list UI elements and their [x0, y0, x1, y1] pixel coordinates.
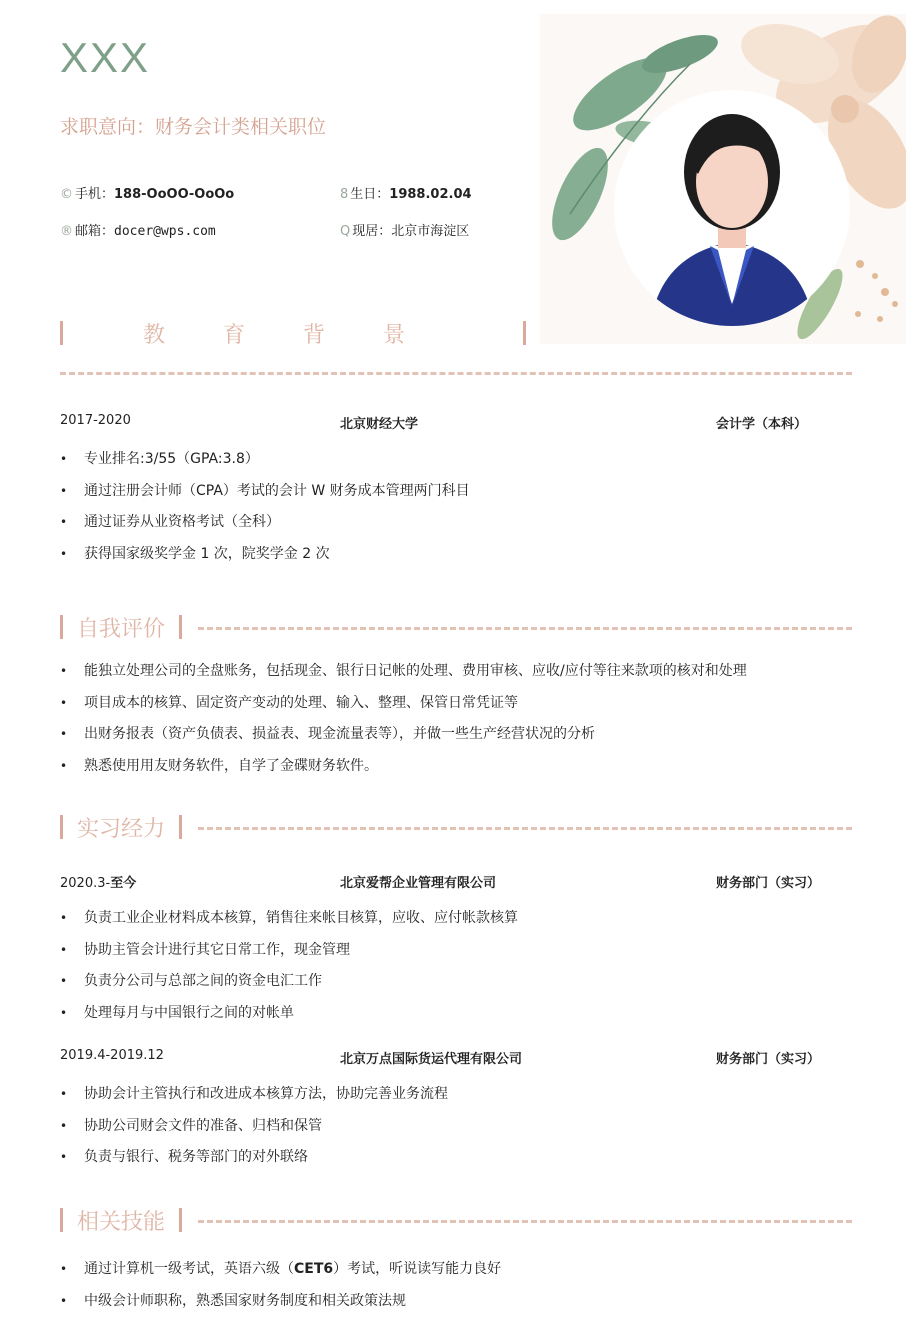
candidate-name: XXX — [60, 34, 151, 81]
email-value: docer@wps.com — [114, 224, 216, 239]
skill-text: 中级会计师职称，熟悉国家财务制度和相关政策法规 — [84, 1292, 406, 1309]
profile-photo — [540, 14, 906, 344]
birthday-icon: 8 — [340, 187, 349, 202]
skills-heading — [60, 1205, 182, 1235]
skills-title: 相关技能 — [77, 1209, 166, 1235]
list-item: • 熟悉使用用友财务软件，自学了金碟财务软件。 — [60, 751, 860, 783]
internship-heading — [60, 812, 182, 842]
education-title: 教育背景 — [143, 322, 464, 348]
self-eval-heading — [60, 612, 182, 642]
email-label: 邮箱： — [75, 224, 115, 239]
skill-text-end: ）考试，听说读写能力良好 — [333, 1261, 502, 1277]
list-item: • 负责工业企业材料成本核算，销售往来帐目核算，应收、应付帐款核算 — [60, 903, 860, 935]
education-divider — [60, 372, 852, 375]
self-eval-divider — [198, 627, 852, 630]
email-icon: ® — [60, 224, 73, 239]
list-item — [60, 1254, 860, 1286]
address-value: 北京市海淀区 — [391, 224, 470, 239]
list-item: • 负责与银行、税务等部门的对外联络 — [60, 1142, 860, 1174]
job-2-list — [60, 1079, 860, 1174]
list-item: • 协助主管会计进行其它日常工作，现金管理 — [60, 935, 860, 967]
education-period: 2017-2020 — [60, 413, 131, 428]
list-item: • 项目成本的核算、固定资产变动的处理、输入、整理、保管日常凭证等 — [60, 688, 860, 720]
list-item: • 负责分公司与总部之间的资金电汇工作 — [60, 966, 860, 998]
education-heading — [60, 318, 526, 348]
contact-birth — [340, 183, 472, 202]
list-item: • 获得国家级奖学金 1 次，院奖学金 2 次 — [60, 539, 860, 571]
list-item: • 能独立处理公司的全盘账务，包括现金、银行日记帐的处理、费用审核、应收/应付等往来款项的核对和处理 — [60, 656, 860, 688]
job-dept: 财务部门（实习） — [716, 1052, 821, 1067]
list-item: • 出财务报表（资产负债表、损益表、现金流量表等），并做一些生产经营状况的分析 — [60, 719, 860, 751]
job-1-list — [60, 903, 860, 1029]
phone-icon: © — [60, 187, 73, 202]
self-eval-list — [60, 656, 860, 782]
heading-bar-right — [179, 815, 182, 839]
education-school: 北京财经大学 — [340, 417, 419, 432]
list-item: • 协助公司财会文件的准备、归档和保管 — [60, 1111, 860, 1143]
birth-value: 1988.02.04 — [389, 187, 472, 202]
location-icon: Q — [340, 224, 351, 239]
heading-bar-right — [179, 1208, 182, 1232]
skill-cert: CET6 — [294, 1261, 334, 1277]
skills-divider — [198, 1220, 852, 1223]
list-item: • 处理每月与中国银行之间的对帐单 — [60, 998, 860, 1030]
birth-label: 生日： — [350, 187, 390, 202]
phone-value: 188-OoOO-OoOo — [114, 187, 235, 202]
heading-bar-right — [523, 321, 526, 345]
list-item: • 通过注册会计师（CPA）考试的会计 W 财务成本管理两门科目 — [60, 476, 860, 508]
job-dept: 财务部门（实习） — [716, 876, 821, 891]
address-label: 现居： — [352, 224, 392, 239]
job-intent: 求职意向：财务会计类相关职位 — [60, 116, 327, 138]
floral-avatar-illustration — [540, 14, 906, 344]
list-item: • 专业排名:3/55（GPA:3.8） — [60, 444, 860, 476]
list-item: • 通过证券从业资格考试（全科） — [60, 507, 860, 539]
list-item — [60, 1286, 860, 1318]
job-company: 北京万点国际货运代理有限公司 — [340, 1052, 523, 1067]
skill-text: 通过计算机一级考试，英语六级（ — [84, 1261, 294, 1277]
job-period — [60, 872, 136, 891]
phone-label: 手机： — [75, 187, 115, 202]
contact-email — [60, 220, 216, 239]
list-item: • 协助会计主管执行和改进成本核算方法，协助完善业务流程 — [60, 1079, 860, 1111]
job-period-start: 2020.3- — [60, 876, 111, 891]
contact-address — [340, 220, 469, 239]
internship-title: 实习经力 — [77, 816, 166, 842]
education-list — [60, 444, 860, 570]
job-period-end: 至今 — [110, 876, 137, 891]
job-company: 北京爱帮企业管理有限公司 — [340, 876, 497, 891]
heading-bar-right — [179, 615, 182, 639]
contact-phone — [60, 183, 234, 202]
self-eval-title: 自我评价 — [77, 616, 166, 642]
internship-divider — [198, 827, 852, 830]
skills-list — [60, 1254, 860, 1317]
education-major: 会计学（本科） — [716, 417, 808, 432]
job-period: 2019.4-2019.12 — [60, 1048, 164, 1063]
